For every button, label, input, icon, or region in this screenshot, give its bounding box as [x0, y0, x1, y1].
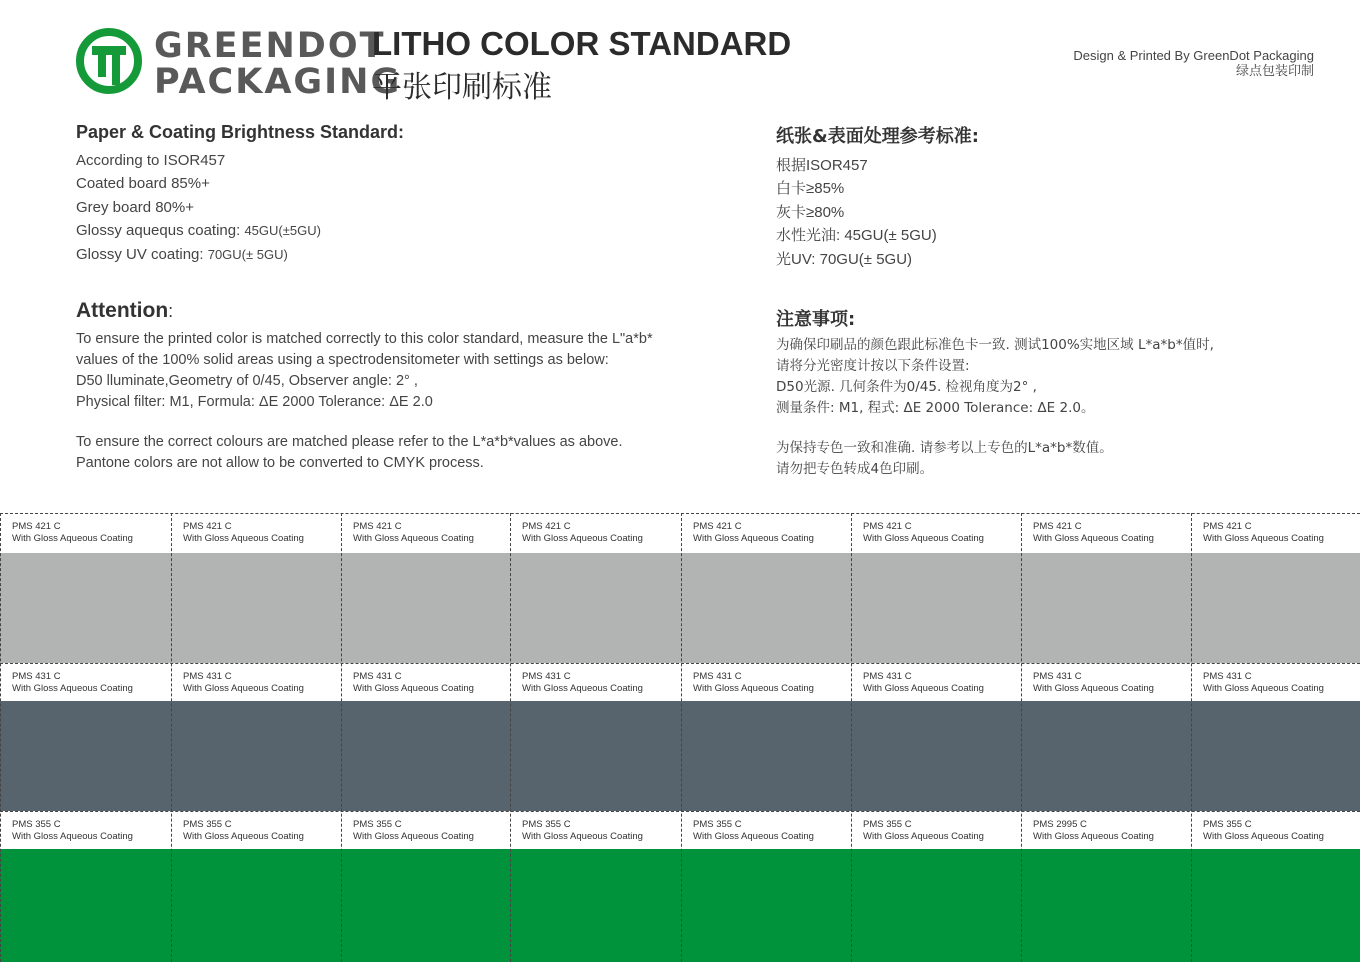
title-cn: 平张印刷标准	[372, 70, 552, 105]
swatch-coating: With Gloss Aqueous Coating	[522, 683, 643, 694]
grid-divider-vertical	[681, 513, 682, 962]
attention-cn-line: 请勿把专色转成4色印刷。	[776, 461, 934, 477]
grid-divider-vertical	[341, 513, 342, 962]
attention-cn-section	[776, 305, 1360, 480]
grid-divider-vertical	[171, 513, 172, 962]
swatch-label	[1203, 671, 1324, 695]
swatch-coating: With Gloss Aqueous Coating	[353, 533, 474, 544]
swatch-label	[12, 819, 133, 843]
swatch-coating: With Gloss Aqueous Coating	[1033, 831, 1154, 842]
swatch-label	[353, 671, 474, 695]
grid-divider-vertical	[510, 513, 511, 962]
swatch-label	[693, 671, 814, 695]
swatch-pms-code: PMS 431 C	[183, 671, 232, 682]
swatch-pms-code: PMS 431 C	[863, 671, 912, 682]
attention-en-paragraph2	[76, 432, 696, 474]
attention-en-heading	[76, 299, 696, 323]
swatch-pms-code: PMS 431 C	[1033, 671, 1082, 682]
attention-colon: :	[168, 301, 174, 321]
brightness-en-item-main: According to ISOR457	[76, 152, 226, 169]
brightness-en-item-main: Glossy UV coating:	[76, 245, 208, 263]
brightness-cn-item: 根据ISOR457	[776, 157, 868, 174]
swatch-label	[1033, 819, 1154, 843]
attention-en-line: D50 lluminate,Geometry of 0/45, Observer angle: 2° ,	[76, 373, 418, 389]
swatch-coating: With Gloss Aqueous Coating	[12, 533, 133, 544]
swatch-coating: With Gloss Aqueous Coating	[353, 683, 474, 694]
brightness-en-item	[76, 149, 696, 172]
grid-divider-vertical	[851, 513, 852, 962]
brightness-en-item	[76, 243, 696, 266]
brightness-cn-item: 水性光油: 45GU(± 5GU)	[776, 227, 937, 245]
grid-divider-vertical	[0, 513, 1, 962]
swatch-pms-code: PMS 355 C	[522, 819, 571, 830]
swatch-coating: With Gloss Aqueous Coating	[183, 831, 304, 842]
attention-en-line: values of the 100% solid areas using a spectrodensitometer with settings as below:	[76, 352, 609, 368]
grid-divider-vertical	[1021, 513, 1022, 962]
attention-cn-heading: 注意事项:	[776, 309, 856, 330]
swatch-pms-code: PMS 355 C	[12, 819, 61, 830]
grid-divider-horizontal	[0, 663, 1360, 664]
swatch-label	[12, 671, 133, 695]
attention-cn-line: 为确保印刷品的颜色跟此标准色卡一致. 测试100%实地区域 L*a*b*值时,	[776, 337, 1214, 353]
grid-divider-horizontal	[0, 513, 1360, 514]
swatch-coating: With Gloss Aqueous Coating	[1033, 683, 1154, 694]
swatch-label	[353, 521, 474, 545]
title-en: LITHO COLOR STANDARD	[372, 25, 792, 62]
brightness-cn-section	[776, 122, 1360, 271]
swatch-coating: With Gloss Aqueous Coating	[863, 683, 984, 694]
swatch-pms-code: PMS 355 C	[183, 819, 232, 830]
attention-en-line: To ensure the correct colours are matched please refer to the L*a*b*values as above.	[76, 434, 623, 450]
swatch-pms-code: PMS 431 C	[353, 671, 402, 682]
swatch-pms-code: PMS 421 C	[1203, 521, 1252, 532]
swatch-label	[522, 819, 643, 843]
brightness-en-list	[76, 149, 696, 266]
brand-line2: PACKAGING	[154, 62, 402, 102]
swatch-label	[1033, 521, 1154, 545]
swatch-pms-code: PMS 355 C	[863, 819, 912, 830]
swatch-label	[183, 819, 304, 843]
attention-cn-line: 为保持专色一致和准确. 请参考以上专色的L*a*b*数值。	[776, 440, 1113, 456]
swatch-label	[522, 521, 643, 545]
swatch-pms-code: PMS 355 C	[693, 819, 742, 830]
swatch-pms-code: PMS 431 C	[693, 671, 742, 682]
attention-en-paragraph1	[76, 329, 696, 413]
swatch-label	[863, 521, 984, 545]
attention-cn-paragraph1	[776, 335, 1360, 419]
brightness-en-section	[76, 122, 696, 266]
swatch-pms-code: PMS 421 C	[12, 521, 61, 532]
swatch-coating: With Gloss Aqueous Coating	[1203, 683, 1324, 694]
swatch-label	[183, 671, 304, 695]
swatch-pms-code: PMS 421 C	[1033, 521, 1082, 532]
brightness-en-item-value: 70GU(± 5GU)	[207, 246, 288, 262]
swatch-pms-code: PMS 355 C	[1203, 819, 1252, 830]
swatch-pms-code: PMS 421 C	[353, 521, 402, 532]
greendot-logo-icon	[76, 28, 142, 94]
swatch-pms-code: PMS 421 C	[863, 521, 912, 532]
attention-en-line: Pantone colors are not allow to be converted to CMYK process.	[76, 455, 484, 471]
credit-en: Design & Printed By GreenDot Packaging	[1073, 48, 1314, 63]
grid-divider-horizontal	[0, 811, 1360, 812]
swatch-coating: With Gloss Aqueous Coating	[1203, 831, 1324, 842]
credit	[1073, 48, 1314, 78]
swatch-pms-code: PMS 431 C	[12, 671, 61, 682]
brightness-cn-item: 白卡≥85%	[776, 180, 845, 198]
swatch-label	[1033, 671, 1154, 695]
attention-cn-line: 测量条件: M1, 程式: ΔE 2000 Tolerance: ΔE 2.0。	[776, 400, 1095, 416]
swatch-label	[522, 671, 643, 695]
swatch-label	[183, 521, 304, 545]
swatch-label	[863, 671, 984, 695]
brand-line1: GREENDOT	[154, 26, 386, 66]
swatch-grid	[0, 513, 1360, 962]
brightness-cn-heading: 纸张&表面处理参考标准:	[776, 126, 979, 147]
brightness-en-item-main: Coated board 85%+	[76, 175, 210, 193]
brightness-cn-list	[776, 154, 1360, 271]
swatch-label	[12, 521, 133, 545]
swatch-coating: With Gloss Aqueous Coating	[12, 683, 133, 694]
swatch-label	[863, 819, 984, 843]
brand-wordmark	[154, 28, 401, 100]
swatch-coating: With Gloss Aqueous Coating	[183, 683, 304, 694]
swatch-label	[693, 819, 814, 843]
brightness-en-item-value: 45GU(±5GU)	[244, 223, 321, 239]
swatch-label	[1203, 819, 1324, 843]
attention-cn-line: 请将分光密度计按以下条件设置:	[776, 358, 970, 374]
brightness-en-item-main: Grey board 80%+	[76, 198, 194, 216]
swatch-coating: With Gloss Aqueous Coating	[522, 831, 643, 842]
brightness-cn-item: 灰卡≥80%	[776, 203, 845, 221]
brightness-en-item-main: Glossy aquequs coating:	[76, 222, 245, 240]
swatch-pms-code: PMS 2995 C	[1033, 819, 1087, 830]
attention-en-section	[76, 299, 696, 474]
brightness-en-item	[76, 172, 696, 195]
grid-divider-vertical	[1191, 513, 1192, 962]
swatch-pms-code: PMS 431 C	[522, 671, 571, 682]
swatch-pms-code: PMS 355 C	[353, 819, 402, 830]
swatch-coating: With Gloss Aqueous Coating	[1203, 533, 1324, 544]
swatch-pms-code: PMS 421 C	[522, 521, 571, 532]
attention-en-heading-text: Attention	[76, 299, 169, 322]
swatch-label	[693, 521, 814, 545]
swatch-label	[1203, 521, 1324, 545]
credit-cn: 绿点包装印制	[1235, 63, 1314, 78]
attention-cn-line: D50光源. 几何条件为0/45. 检视角度为2° ,	[776, 379, 1037, 395]
swatch-coating: With Gloss Aqueous Coating	[1033, 533, 1154, 544]
swatch-coating: With Gloss Aqueous Coating	[693, 831, 814, 842]
swatch-coating: With Gloss Aqueous Coating	[863, 831, 984, 842]
swatch-coating: With Gloss Aqueous Coating	[522, 533, 643, 544]
swatch-coating: With Gloss Aqueous Coating	[863, 533, 984, 544]
swatch-coating: With Gloss Aqueous Coating	[693, 683, 814, 694]
swatch-coating: With Gloss Aqueous Coating	[693, 533, 814, 544]
swatch-pms-code: PMS 431 C	[1203, 671, 1252, 682]
brightness-en-item	[76, 219, 696, 242]
swatch-pms-code: PMS 421 C	[183, 521, 232, 532]
brightness-en-item	[76, 196, 696, 219]
attention-en-line: Physical filter: M1, Formula: ΔE 2000 Tolerance: ΔE 2.0	[76, 394, 433, 410]
brightness-en-heading: Paper & Coating Brightness Standard:	[76, 122, 405, 142]
attention-cn-paragraph2	[776, 438, 1360, 480]
swatch-label	[353, 819, 474, 843]
brightness-cn-item: 光UV: 70GU(± 5GU)	[776, 250, 913, 268]
swatch-pms-code: PMS 421 C	[693, 521, 742, 532]
swatch-coating: With Gloss Aqueous Coating	[12, 831, 133, 842]
swatch-coating: With Gloss Aqueous Coating	[183, 533, 304, 544]
swatch-coating: With Gloss Aqueous Coating	[353, 831, 474, 842]
attention-en-line: To ensure the printed color is matched correctly to this color standard, measure the L"a*b*	[76, 331, 653, 347]
